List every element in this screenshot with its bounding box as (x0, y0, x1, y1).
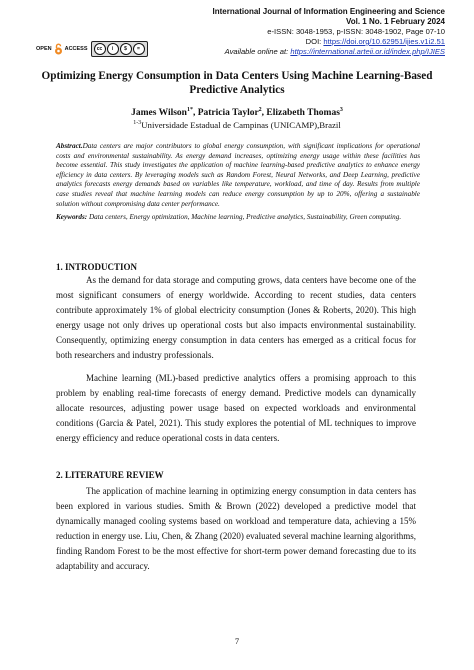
attribution-icon: i (107, 43, 119, 55)
doi-label: DOI: (305, 37, 324, 46)
author-list: James Wilson$^{1*}$, Patricia Taylor$^2$, Elizabeth Thomas$^3$ (131, 107, 343, 119)
section-heading: 1. INTRODUCTION (56, 262, 138, 272)
journal-issn: e-ISSN: 3048-1953, p-ISSN: 3048-1902, Page 07-10 (267, 27, 445, 36)
affiliation-sup: 1-3 (133, 120, 142, 127)
keywords-text: Data centers, Energy optimization, Machine learning, Predictive analytics, Sustainability, Green computing. (87, 213, 402, 221)
body-paragraph: As the demand for data storage and computing grows, data centers have become one of the most significant consumers of energy worldwide. According to recent studies, data centers contribute approximately 1% of global electricity consumption (Jones & Roberts, 2020). This high energy usage not only drives up operational costs but also impacts environmental sustainability. Consequently, optimizing energy consumption in data centers has emerged as a critical focus for both researchers and industry professionals. (56, 275, 416, 360)
paper-title: Optimizing Energy Consumption in Data Centers Using Machine Learning-Based Predictive Analytics (41, 70, 433, 96)
author-name: Elizabeth Thomas (266, 108, 340, 119)
affiliation (40, 120, 434, 130)
access-text: ACCESS (64, 46, 88, 52)
open-text: OPEN (36, 46, 52, 52)
author-sup: 2 (258, 107, 262, 113)
journal-name: International Journal of Information Engineering and Science (212, 7, 445, 16)
available-line (213, 47, 445, 57)
keywords-label: Keywords: (56, 213, 88, 221)
page-number: 7 (234, 636, 240, 646)
creative-commons-badge (91, 41, 148, 57)
doi-line (213, 37, 445, 47)
abstract (56, 142, 420, 209)
cc-icon: cc (94, 43, 106, 55)
author-sup: 3 (339, 107, 343, 113)
author-name: James Wilson (131, 108, 187, 119)
abstract-label: Abstract. (56, 142, 83, 150)
body-paragraph: Machine learning (ML)-based predictive analytics offers a promising approach to this problem by enabling real-time forecasts of energy demand. Predictive models can dynamically allocate resources, adjusting power usage based on expected workloads and environmental conditions (Garcia & Patel, 2021). This study explores the potential of ML techniques to improve energy efficiency and reduce operational costs in data centers. (56, 373, 416, 443)
noderivatives-icon: = (133, 43, 145, 55)
affiliation-text: Universidade Estadual de Campinas (UNICAMP),Brazil (141, 120, 341, 130)
doi-link[interactable]: https://doi.org/10.62951/ijies.v1i2.51 (323, 37, 445, 46)
abstract-text: Data centers are major contributors to global energy consumption, with significant implications for operational costs and environmental sustainability. As energy demand increases, optimizing energy usage within these facilities has become essential. This study investigates the application of machine learning-based predictive analytics to enhance energy efficiency in data centers. By leveraging models such as Random Forest, Neural Networks, and Deep Learning, predictive analytics forecasts energy demands based on variables like temperature, workload, and time of day. Results from multiple case studies reveal that machine learning models can reduce energy consumption by up to 20%, offering a sustainable solution without compromising data center performance. (56, 142, 420, 208)
noncommercial-icon: $ (120, 43, 132, 55)
journal-volume: Vol. 1 No. 1 February 2024 (345, 17, 445, 26)
open-lock-icon (54, 43, 63, 55)
open-access-logo (36, 40, 148, 58)
author-sup: 1* (186, 107, 193, 113)
section-heading: 2. LITERATURE REVIEW (56, 470, 164, 480)
keywords (56, 213, 420, 223)
body-paragraph: The application of machine learning in optimizing energy consumption in data centers has been explored in various studies. Smith & Brown (2022) developed a predictive model that dynamically managed cooling systems based on workload and temperature data, achieving a 15% reduction in energy use. Liu, Chen, & Zhang (2020) evaluated several machine learning algorithms, finding Random Forest to be the most effective for short-term power demand forecasting due to its adaptability and accuracy. (56, 486, 416, 571)
journal-url-link[interactable]: https://international.arteii.or.id/index.php/IJIES (290, 47, 445, 56)
journal-header (213, 7, 445, 57)
author-name: Patricia Taylor (197, 108, 259, 119)
available-label: Available online at: (224, 47, 291, 56)
